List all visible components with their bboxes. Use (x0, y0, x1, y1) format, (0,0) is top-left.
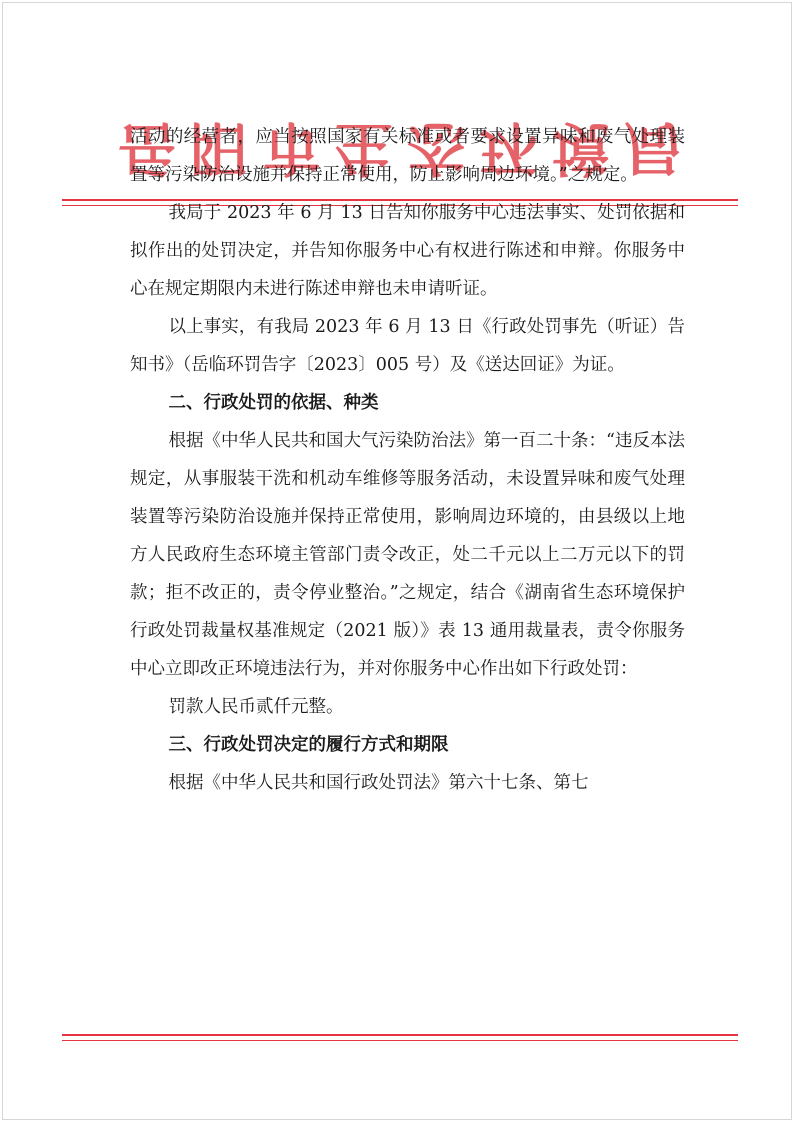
paragraph-execution-basis: 根据《中华人民共和国行政处罚法》第六十七条、第七 (168, 773, 589, 793)
stamp-char: 市 (262, 114, 327, 182)
stamp-char: 岳 (118, 114, 183, 182)
section-heading-basis: 二、行政处罚的依据、种类 (168, 393, 379, 413)
stamp-char: 态 (407, 114, 472, 182)
paragraph-notice: 我局于 2023 年 6 月 13 日告知你服务中心违法事实、处罚依据和拟作出的处罚决定，并告知你服务中心有权进行陈述和申辩。你服务中心在规定期限内未进行陈述申辩也未申请听证。 (130, 203, 685, 299)
stamp-char: 局 (623, 114, 688, 182)
document-body (130, 118, 685, 802)
section-heading-execution: 三、行政处罚决定的履行方式和期限 (168, 735, 449, 755)
red-rule-bottom (62, 1034, 738, 1036)
red-rule-bottom-secondary (62, 1040, 738, 1041)
paragraph-continuation: 活动的经营者，应当按照国家有关标准或者要求设置异味和废气处理装置等污染防治设施并保持正常使用，防止影响周边环境。”之规定。 (130, 127, 685, 185)
stamp-char: 生 (334, 114, 399, 182)
paragraph-legal-basis: 根据《中华人民共和国大气污染防治法》第一百二十条：“违反本法规定，从事服装干洗和机动车维修等服务活动，未设置异味和废气处理装置等污染防治设施并保持正常使用，影响周边环境的，由县级以上地方人民政府生态环境主管部门责令改正，处二千元以上二万元以下的罚款；拒不改正的，责令停业整治。”之规定，结合《湖南省生态环境保护行政处罚裁量权基准规定（2021 版）》表 13 通用裁量表，责令你服务中心立即改正环境违法行为，并对你服务中心作出如下行政处罚： (130, 431, 685, 679)
stamp-char: 环 (479, 114, 544, 182)
stamp-char: 境 (551, 114, 616, 182)
paragraph-evidence: 以上事实，有我局 2023 年 6 月 13 日《行政处罚事先（听证）告知书》（岳临环罚告字〔2023〕005 号）及《送达回证》为证。 (130, 317, 685, 375)
stamp-char: 阳 (190, 114, 255, 182)
paragraph-penalty: 罚款人民币贰仟元整。 (168, 697, 344, 717)
